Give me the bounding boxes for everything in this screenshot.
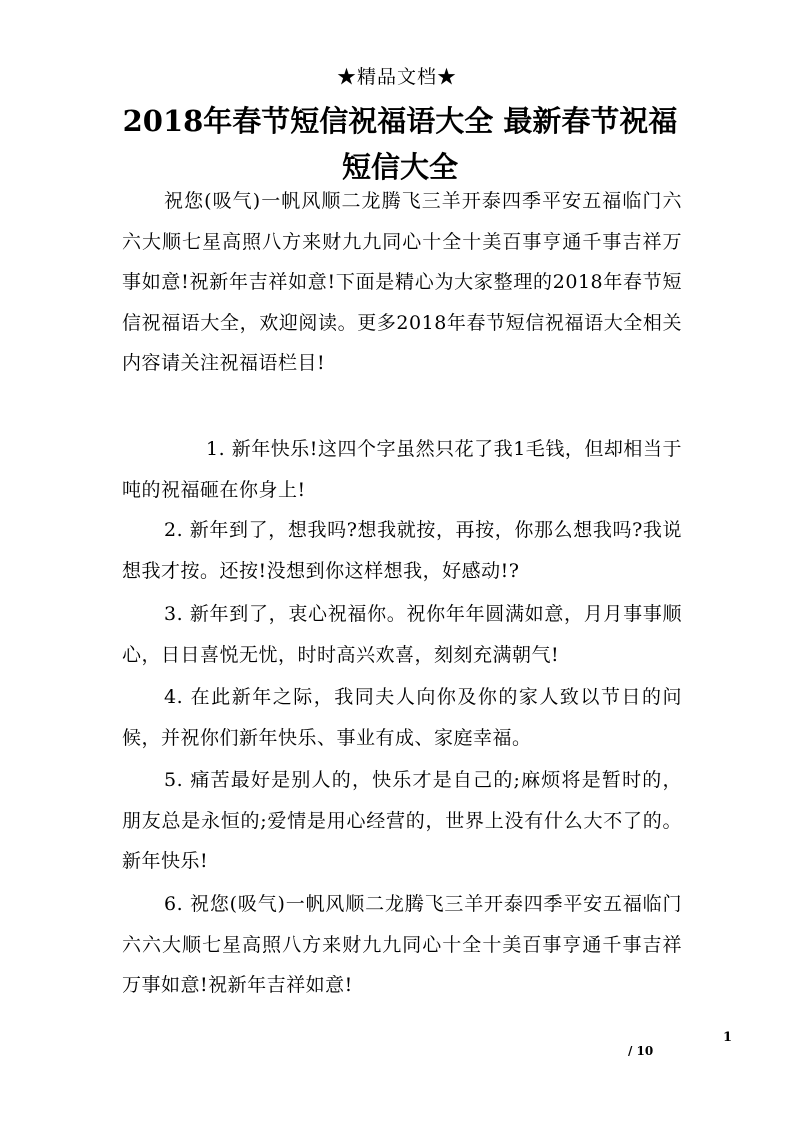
list-item-3: 3. 新年到了，衷心祝福你。祝你年年圆满如意，月月事事顺心，日日喜悦无忧，时时高兴欢喜，刻刻充满朝气! <box>122 603 682 666</box>
list-item-6: 6. 祝您(吸气)一帆风顺二龙腾飞三羊开泰四季平安五福临门六六大顺七星高照八方来财九九同心十全十美百事亨通千事吉祥万事如意!祝新年吉祥如意! <box>122 893 682 996</box>
list-item-2: 2. 新年到了，想我吗?想我就按，再按，你那么想我吗?我说想我才按。还按!没想到你这样想我，好感动!? <box>122 519 682 582</box>
document-header: ★精品文档★ <box>336 66 457 88</box>
intro-paragraph: 祝您(吸气)一帆风顺二龙腾飞三羊开泰四季平安五福临门六六大顺七星高照八方来财九九同心十全十美百事亨通千事吉祥万事如意!祝新年吉祥如意!下面是精心为大家整理的2018年春节短信祝福语大全，欢迎阅读。更多2018年春节短信祝福语大全相关内容请关注祝福语栏目! <box>122 190 682 374</box>
document-title: 2018年春节短信祝福语大全 最新春节祝福短信大全 <box>122 104 678 184</box>
list-item-4: 4. 在此新年之际，我同夫人向你及你的家人致以节日的问候，并祝你们新年快乐、事业有成、家庭幸福。 <box>122 686 682 749</box>
list-item-5: 5. 痛苦最好是别人的，快乐才是自己的;麻烦将是暂时的，朋友总是永恒的;爱情是用心经营的，世界上没有什么大不了的。新年快乐! <box>122 769 682 872</box>
page-total: / 10 <box>628 1044 654 1058</box>
page-number: 1 <box>723 1030 733 1045</box>
list-item-1: 1. 新年快乐!这四个字虽然只花了我1毛钱，但却相当于吨的祝福砸在你身上! <box>122 438 682 501</box>
